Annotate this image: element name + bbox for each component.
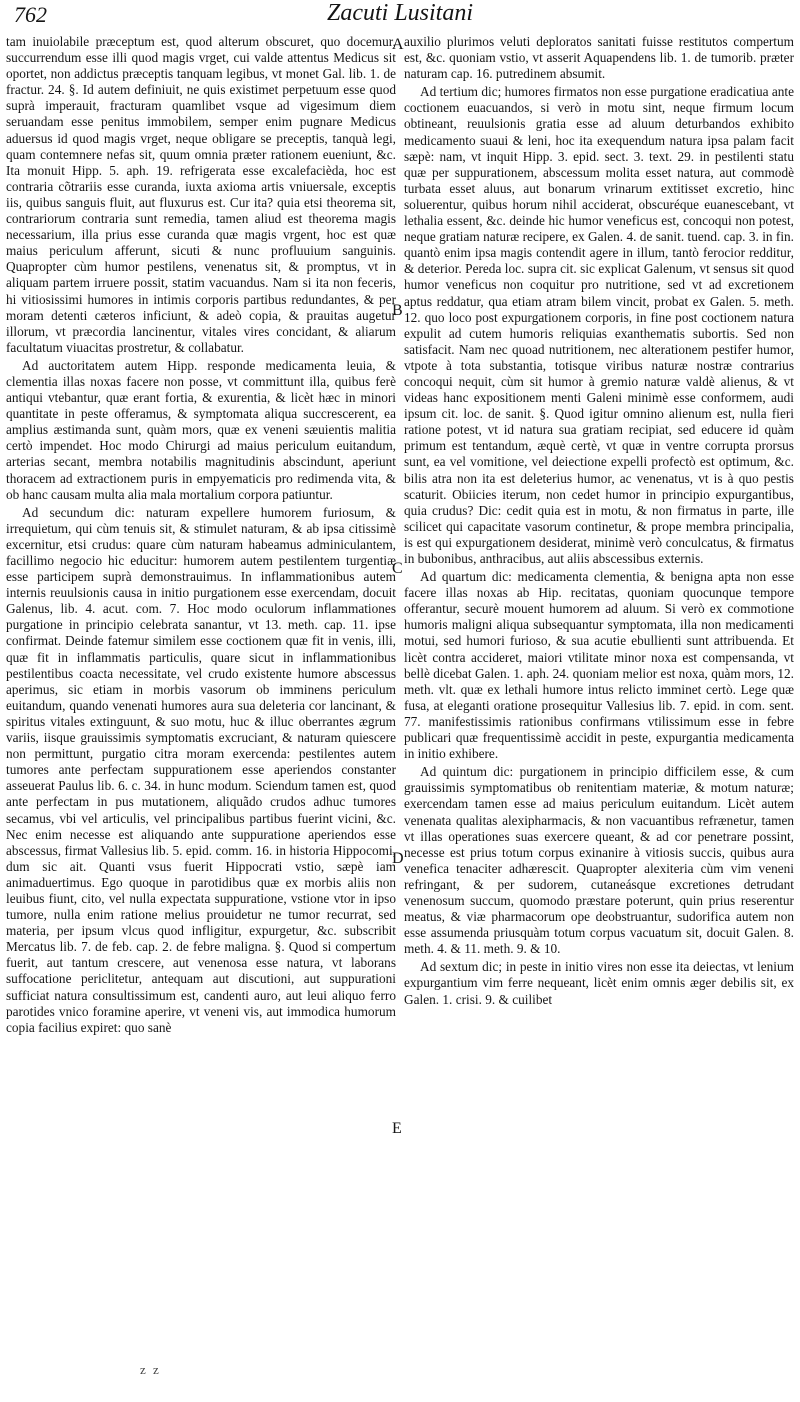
left-paragraph-3: Ad secundum dic: naturam expellere humorem furiosum, & irrequietum, qui cùm tenuis sit, & stimulet naturam, & ab ipsa citissimè excernitur, etsi crudus: quare cùm naturam habeamus adminiculantem, facillimo negocio hic educitur: humorem autem pestilentem turgentiæ esse participem suprà demonstrauimus. In inflammationibus autem internis reuulsionis causa in initio purgationem esse exercendam, docuit Galenus, lib. 4. acut. com. 7. Hoc modo oculorum inflammationes purgatione in principio celebrata sanantur, vt 13. meth. cap. 11. ipse confirmat. Deinde fatemur similem esse coctionem quæ fit in venis, illi, quæ fit in inflammatis particulis, quare sicut in inflammationibus pestilentibus coacta necessitate, vel crudo existente humore abscessus aperimus, sic etiam in morbis vasorum ob imminens periculum euitandum, quando venenati humores aura sua deleteria cor lancinant, & spiritus vitales extinguunt, & suo motu, huc & illuc oberrantes ægrum variis, iisque grauissimis symptomatis excruciant, & naturam quiescere non permittunt, purgatio citra moram exercenda: pestilentes autem tumores ante perfectam suppurationem esse aperiendos constanter asseuerat Paulus lib. 6. c. 34. in hunc modum. Sciendum tamen est, quod ante perfectam in pus mutationem, aliquãdo crudos adhuc tumores secamus, vbi vel articulis, vel principalibus partibus fuerint vicini, &c. Nec enim necesse est aliquando ante suppuratione aperiendos esse abscessus, firmat Vallesius lib. 5. epid. comm. 16. in historia Hippocomi, dum sic ait. Quanti vsus fuerit Hippocrati vstio, sæpè iam animaduertimus. Ego quoque in parotidibus quæ ex morbis aliis non leuibus fiunt, cito, vel nulla expectata suppuratione, vstione vtor in ipso tumore, nulla enim ratione melius prouidetur ne tumor recurrat, sed materia, per ipsum vlcus quod infligitur, expurgetur, &c. subscribit Mercatus lib. 7. de feb. cap. 2. de febre maligna. §. Quod si compertum fuerit, aut tantum crescere, aut venenosa esse natura, vt laborans suffocatione periclitetur, antequam aut discutioni, aut suppurationi sufficiat natura consultissimum est, candenti auro, aut leui aliquo ferro parotides vnico foramine aperire, vt veneni vis, aut immodica humorum copia facilius expiret: quo sanè: [6, 504, 396, 1035]
left-column: [6, 34, 396, 1364]
right-paragraph-2: Ad tertium dic; humores firmatos non esse purgatione eradicatiua ante coctionem euacuandos, si verò in motu sint, neque firmum locum obtineant, reuulsionis gratia esse ad aluum deturbandos exhibito medicamento suaui & leni, hoc ita exequendum natura ipsa palam facit sæpè: nam, vt inquit Hipp. 3. epid. sect. 3. text. 29. in pestilenti statu quæ per suppurationem, abscessum molita esset natura, aut commodè turbata esset aluus, aut bonarum vrinarum extitisset excretio, hinc soluerentur, quibus horum nihil acciderat, obscuréque euanescebant, vt lethalia essent, &c. deinde hic humor veneficus est, concoqui non potest, neque gratiam naturæ recipere, ex Galen. 4. de sanit. tuend. cap. 3. in fin. quantò enim ipsa magis contendit agere in illum, tantò ferocior redditur, & deterior. Pereda loc. supra cit. sic explicat Galenum, vt sensus sit quod humor veneficus non coquitur pro nutritione, sed vt ad excretionem aptus reddatur, qua etiam atram bilem vincit, probat ex Galen. 5. meth. 12. quo loco post expurgationem corporis, in fine post coctionem natura expulit ad cutem humoris reliquias exanthematis subortis. Sed non satisfacit. Nam nec quoad nutritionem, nec alterationem pestifer humor, vtpote à tota substantia, totisque viribus naturæ nostræ contrarius concoqui nequit, cùm sit humor à gremio naturæ valdè alienus, & vt videas hanc expositionem menti Galeni minimè esse conformem, audi ipsum cit. loc. de sanit. §. Quod igitur omnino alienum est, nulla fieri ratione potest, vt id natura sua gratiam recipiat, sed educere id quàm primum est tentandum, æquè certè, vt quæ in ventre corrupta prorsus sunt, ea vel vomitione, vel deiectione expelli profectò est optimum, &c. bilis atra non ita est deleterius humor, ac venenatus, vt is à quo pestis scaturit. Obiicies iterum, non cedet humor in principio expurgantibus, quia crudus? Dic: cedit quia est in motu, & non firmatus in parte, ille scilicet qui capacitate vasorum continetur, & prope membra principalia, is est qui expurgationem desiderat, minimè verò conculcatus, & firmatus in bubonibus, anthracibus, aut aliis abscessibus externis.: [404, 84, 794, 566]
right-column: [404, 34, 794, 1394]
left-paragraph-1: tam inuiolabile præceptum est, quod alterum obscuret, quo docemur, succurrendum esse illi quod magis vrget, cui valde attentus Medicus sit oportet, non addictus præceptis tanquam legibus, vt monet Gal. lib. 1. de fractur. 24. §. Id autem definiuit, ne quis existimet perpetuum esse quod suprà imperauit, fracturam quamlibet vsque ad vigesimum diem seruandam esse penitus immobilem, semper enim pugnare Medicus aduersus id quod magis vrget, neque obligare se preceptis, tanquà legi, quam contemnere nefas sit, quum omnia præter rationem eueniunt, &c. Ita monuit Hipp. 5. aph. 19. refrigerata esse excalefacièda, hoc est contraria cõtrariis esse curanda, iuxta axioma artis vniuersale, exceptis iis, quibus sanguis fluit, aut fluxurus est. Cur ita? quia etsi theorema sit, contrariorum contraria sunt remedia, tamen aliud est theorema magis necessarium, illa prius esse curanda quæ magis vrgent, hoc est quæ maius periculum afferunt, sicuti & nunc profluuium sanguinis. Quapropter cùm humor pestilens, venenatus sit, & promptus, vt in aliquam partem irruere possit, statim vacuandus. Nam si ita non feceris, hi vitiosissimi humores in intimis corporis partibus redundantes, & per moram detenti cæteros inficiunt, & adeò copia, & prauitas augetur illorum, vt præcordia lancinentur, vitales vires concidant, & aliarum facultatum viuacitas prostretur, & collabatur.: [6, 34, 396, 355]
right-paragraph-1: auxilio plurimos veluti deploratos sanitati fuisse restitutos compertum est, &c. quoniam vstio, vt asserit Aquapendens lib. 1. de tumorib. præter naturam cap. 16. putredinem absumit.: [404, 34, 794, 82]
running-title: Zacuti Lusitani: [326, 0, 474, 26]
margin-letter-a: A: [392, 36, 404, 53]
margin-letter-d: D: [392, 850, 404, 867]
page-header: [0, 0, 800, 38]
left-paragraph-2: Ad auctoritatem autem Hipp. responde medicamenta leuia, & clementia illas noxas facere non posse, vt committunt illa, quibus ferè antiqui vtebantur, quæ erant fortia, & exurentia, & licèt hæc in minori quantitate in peste offeramus, & symptomata aliqua succrescerent, ea amplius æstimanda sunt, quàm mors, quæ ex veneni sæuientis malitia certò impendet. Hoc modo Chirurgi ad maius periculum euitandum, arterias secant, membra notabilis magnitudinis abscindunt, aperiunt thoracem ad extractionem puris in empyematicis pro redimenda vita, & ob hanc causam multa alia mala mortalium corpora patiuntur.: [6, 357, 396, 502]
right-paragraph-5: Ad sextum dic; in peste in initio vires non esse ita deiectas, vt lenium expurgantium vim ferre nequeant, licèt enim omnis æger debilis sit, ex Galen. 1. crisi. 9. & cuilibet: [404, 959, 794, 1007]
signature-mark: z z: [140, 1362, 161, 1377]
margin-letter-b: B: [392, 302, 403, 319]
margin-letter-c: C: [392, 560, 403, 577]
right-paragraph-4: Ad quintum dic: purgationem in principio difficilem esse, & cum grauissimis symptomatibus ob renitentiam materiæ, & motum naturæ; exercendam tamen esse ad maius periculum euitandum. Licèt autem venenata qualitas alexipharmacis, & non vacuantibus refrænetur, tamen vt illas operationes suas exercere queant, & ad cor penetrare possint, necesse est prius totum corpus exinanire à vitiosis succis, quibus aura venefica tenaciter adhærescit. Quapropter alexiteria cùm vim veneni refringant, & per sudorem, cutaneásque excretiones detrudant venenosum succum, quomodo præstare poterunt, quin prius reserentur meatus, & viæ pharmacorum ope deobstruantur, sudorifica autem non esse assumenda priusquàm totum corpus vacuatum sit, docuit Galen. 8. meth. 4. & 11. meth. 9. & 10.: [404, 764, 794, 957]
right-paragraph-3: Ad quartum dic: medicamenta clementia, & benigna apta non esse facere illas noxas ab Hip. recitatas, quoniam quocunque tempore offerantur, securè mouent humorem ad aluum. Si verò ex commotione humoris maligni aliqua subsequantur symptomata, illa non medicamenti motui, sed humori furioso, & sua acutie ebullienti sunt attribuenda. Et licèt contra accideret, maiori vtilitate minor noxa est compensanda, vt bellè dicebat Galen. 1. aph. 24. quoniam melior est noxa, quàm mors, 12. meth. vlt. quæ ex lethali humore intus relicto imminet certò. Lege quæ fusa, at eleganti oratione prosequitur Vallesius lib. 7. epid. in com. sent. 77. manifestissimis rationibus confirmans vtilissimum esse in febre publicari quæ frequentissimè accidit in peste, expurgantia medicamenta in initio exhibere.: [404, 569, 794, 762]
margin-letter-e: E: [392, 1120, 402, 1137]
page-number: 762: [14, 2, 47, 27]
